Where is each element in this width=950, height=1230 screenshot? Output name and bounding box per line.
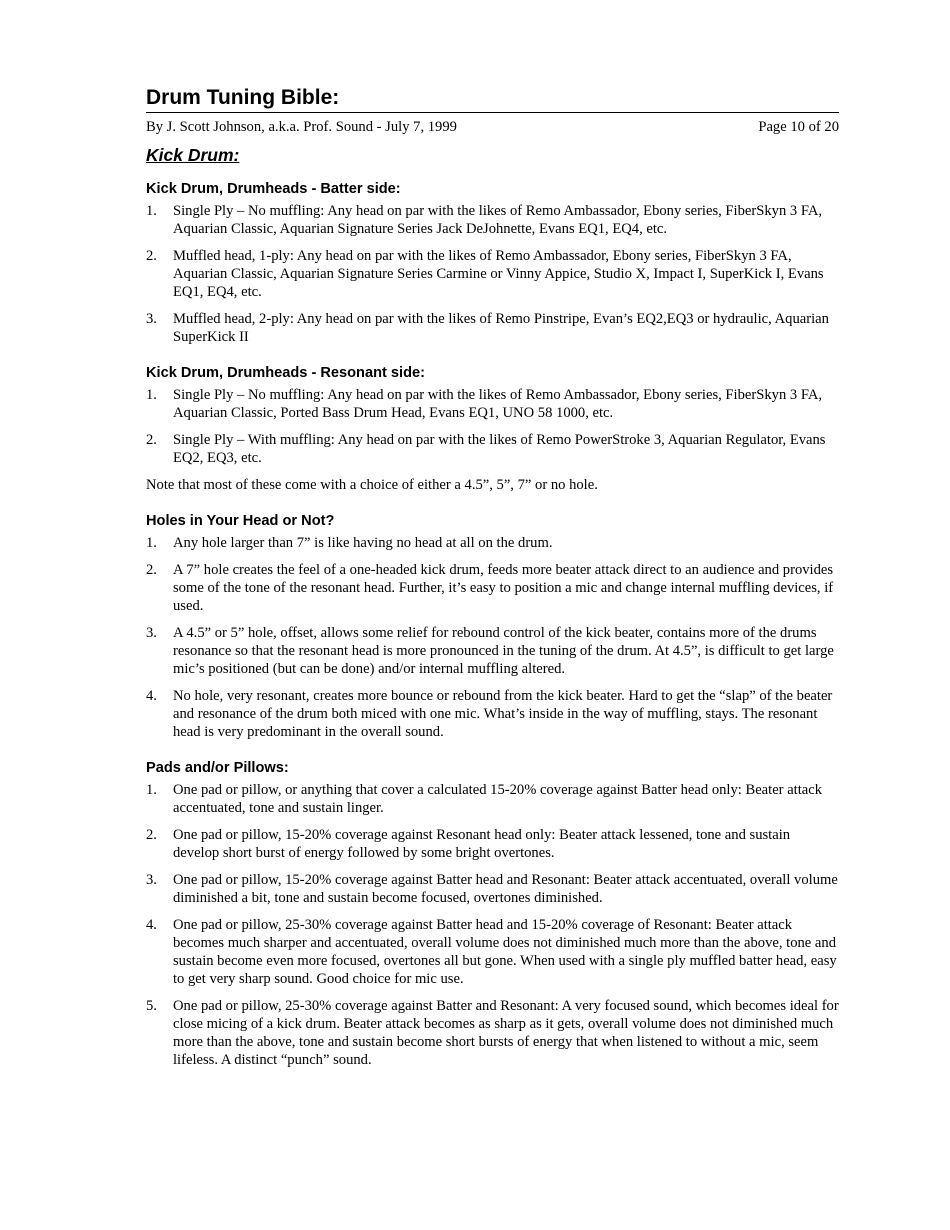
item-text: One pad or pillow, or anything that cover a calculated 15-20% coverage against Batter head only: Beater attack accentuated, tone and sustain linger. [173, 782, 823, 816]
list-item [146, 386, 839, 422]
section-title: Kick Drum: [146, 145, 240, 165]
item-text: A 4.5” or 5” hole, offset, allows some relief for rebound control of the kick beater, contains more of the drums resonance so that the resonant head is more pronounced in the tuning of the drum. At 4.5”, is difficult to get large mic’s positioned (but can be done) and/or internal muffling altered. [173, 625, 834, 677]
list-item [146, 997, 839, 1069]
page-number: Page 10 of 20 [758, 119, 839, 135]
pads-list [146, 781, 839, 1069]
list-item [146, 561, 839, 615]
document-title: Drum Tuning Bible: [146, 86, 340, 109]
item-text: Single Ply – No muffling: Any head on par with the likes of Remo Ambassador, Ebony series, FiberSkyn 3 FA, Aquarian Classic, Aquarian Signature Series Jack DeJohnette, Evans EQ1, EQ4, etc. [173, 203, 823, 237]
holes-heading: Holes in Your Head or Not? [146, 513, 335, 529]
list-item [146, 826, 839, 862]
pads-heading: Pads and/or Pillows: [146, 760, 289, 776]
batter-list [146, 202, 839, 346]
list-item [146, 781, 839, 817]
item-number: 5. [146, 998, 157, 1014]
item-number: 2. [146, 827, 157, 843]
hole-note: Note that most of these come with a choice of either a 4.5”, 5”, 7” or no hole. [146, 477, 598, 493]
item-number: 4. [146, 917, 157, 933]
item-number: 3. [146, 311, 157, 327]
byline-row [146, 118, 839, 136]
item-text: Single Ply – No muffling: Any head on par with the likes of Remo Ambassador, Ebony series, FiberSkyn 3 FA, Aquarian Classic, Ported Bass Drum Head, Evans EQ1, UNO 58 1000, etc. [173, 387, 823, 421]
item-text: A 7” hole creates the feel of a one-headed kick drum, feeds more beater attack direct to an audience and provides some of the tone of the resonant head. Further, it’s easy to position a mic and change internal muffling devices, if used. [173, 562, 834, 614]
item-text: One pad or pillow, 25-30% coverage against Batter and Resonant: A very focused sound, which becomes ideal for close micing of a kick drum. Beater attack becomes as sharp as it gets, overall volume does not diminished much more than the above, tone and sustain become short bursts of energy that when listened to without a mic, seem lifeless. A distinct “punch” sound. [173, 998, 839, 1068]
holes-list [146, 534, 839, 741]
item-text: Muffled head, 1-ply: Any head on par with the likes of Remo Ambassador, Ebony series, FiberSkyn 3 FA, Aquarian Classic, Aquarian Signature Series Carmine or Vinny Appice, Studio X, Impact I, SuperKick I, Evans EQ1, EQ4, etc. [173, 248, 824, 300]
list-item [146, 534, 839, 552]
resonant-heading: Kick Drum, Drumheads - Resonant side: [146, 365, 425, 381]
item-number: 1. [146, 387, 157, 403]
item-number: 1. [146, 535, 157, 551]
list-item [146, 310, 839, 346]
list-item [146, 624, 839, 678]
item-text: No hole, very resonant, creates more bounce or rebound from the kick beater. Hard to get the “slap” of the beater and resonance of the drum both miced with one mic. What’s inside in the way of muffling, stays. The resonant head is very predominant in the overall sound. [173, 688, 833, 740]
item-number: 1. [146, 782, 157, 798]
item-number: 2. [146, 562, 157, 578]
item-number: 2. [146, 432, 157, 448]
document-page [146, 86, 839, 1069]
item-text: Muffled head, 2-ply: Any head on par with the likes of Remo Pinstripe, Evan’s EQ2,EQ3 or hydraulic, Aquarian SuperKick II [173, 311, 829, 345]
list-item [146, 247, 839, 301]
item-number: 3. [146, 872, 157, 888]
list-item [146, 916, 839, 988]
item-number: 1. [146, 203, 157, 219]
item-text: Single Ply – With muffling: Any head on par with the likes of Remo PowerStroke 3, Aquarian Regulator, Evans EQ2, EQ3, etc. [173, 432, 826, 466]
header-rule [146, 112, 839, 113]
item-text: One pad or pillow, 15-20% coverage against Resonant head only: Beater attack lessened, tone and sustain develop short burst of energy followed by some bright overtones. [173, 827, 791, 861]
author-line: By J. Scott Johnson, a.k.a. Prof. Sound - July 7, 1999 [146, 119, 457, 135]
item-number: 2. [146, 248, 157, 264]
item-number: 4. [146, 688, 157, 704]
list-item [146, 871, 839, 907]
resonant-list [146, 386, 839, 467]
batter-heading: Kick Drum, Drumheads - Batter side: [146, 181, 401, 197]
list-item [146, 687, 839, 741]
list-item [146, 202, 839, 238]
item-text: Any hole larger than 7” is like having no head at all on the drum. [173, 535, 553, 551]
item-number: 3. [146, 625, 157, 641]
item-text: One pad or pillow, 15-20% coverage against Batter head and Resonant: Beater attack accentuated, overall volume diminished a bit, tone and sustain become focused, overtones diminished. [173, 872, 838, 906]
item-text: One pad or pillow, 25-30% coverage against Batter head and 15-20% coverage of Resonant: Beater attack becomes much sharper and accentuated, overall volume does not diminished much more than the above, tone and sustain become even more focused, overtones all but gone. When used with a single ply muffled batter head, easy to get very sharp sound. Good choice for mic use. [173, 917, 837, 987]
list-item [146, 431, 839, 467]
